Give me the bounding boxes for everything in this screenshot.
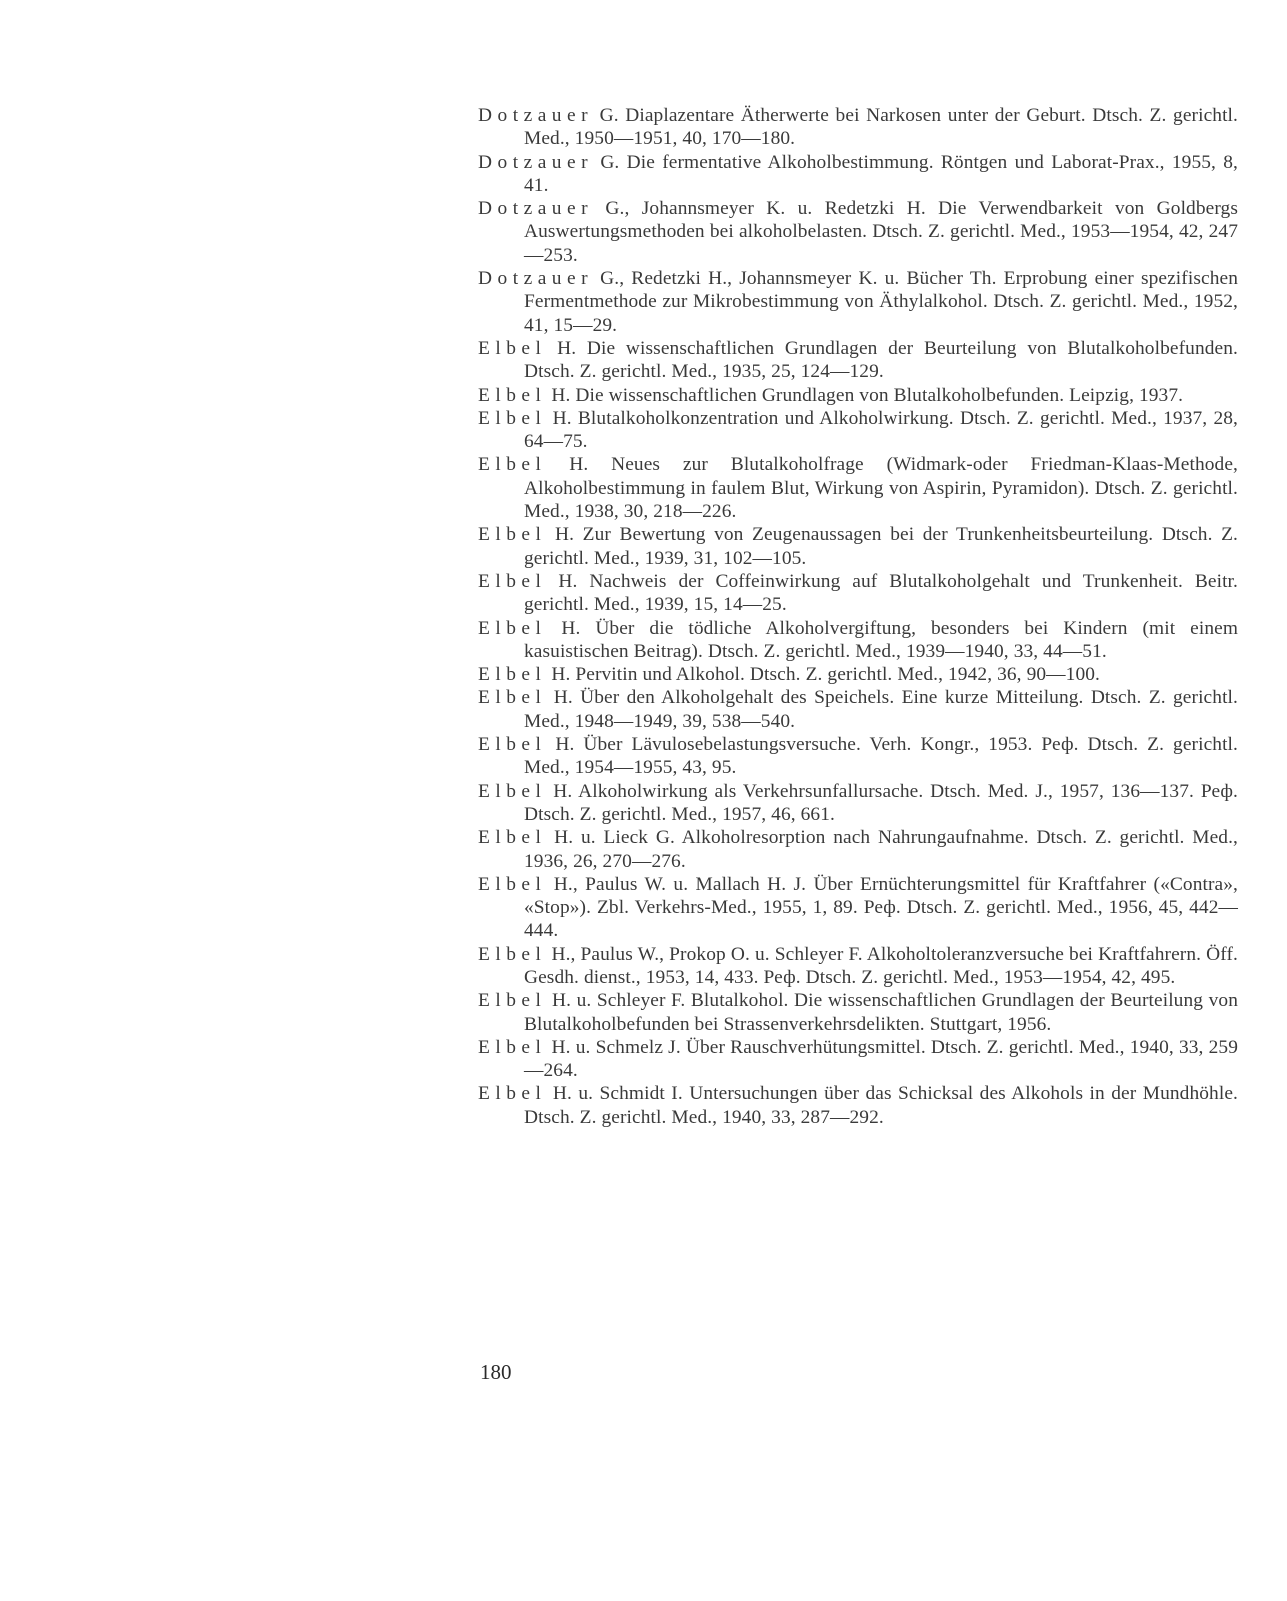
reference-text: H. Über die tödliche Alkoholvergiftung, besonders bei Kindern (mit einem kasuistischen Beitrag). Dtsch. Z. gerichtl. Med., 1939—1940, 33, 44—51.	[524, 617, 1238, 662]
reference-entry	[478, 943, 1238, 990]
reference-text: G., Johannsmeyer K. u. Redetzki H. Die Verwendbarkeit von Goldbergs Auswertungsmethoden bei alkoholbelasten. Dtsch. Z. gerichtl. Med., 1953—1954, 42, 247—253.	[524, 198, 1238, 266]
reference-author: Elbel	[478, 827, 547, 849]
reference-entry	[478, 384, 1238, 407]
reference-text: H. Nachweis der Coffeinwirkung auf Blutalkoholgehalt und Trunkenheit. Beitr. gerichtl. Med., 1939, 15, 14—25.	[524, 570, 1238, 616]
page-number: 180	[480, 1360, 512, 1384]
reference-author: Elbel	[478, 454, 547, 476]
reference-entry	[478, 1036, 1238, 1083]
reference-entry	[478, 337, 1238, 384]
reference-text: H. Die wissenschaftlichen Grundlagen der Beurteilung von Blutalkoholbefunden. Dtsch. Z. gerichtl. Med., 1935, 25, 124—129.	[524, 337, 1238, 383]
reference-entry	[478, 523, 1238, 570]
reference-entry	[478, 104, 1238, 151]
reference-author: Elbel	[478, 570, 547, 592]
reference-text: H., Paulus W. u. Mallach H. J. Über Ernüchterungsmittel für Kraftfahrer («Contra», «Stop»). Zbl. Verkehrs-Med., 1955, 1, 89. Реф. Dtsch. Z. gerichtl. Med., 1956, 45, 442—444.	[524, 873, 1238, 942]
reference-text: H. u. Schleyer F. Blutalkohol. Die wissenschaftlichen Grundlagen der Beurteilung von Blutalkoholbefunden bei Strassenverkehrsdelikten. Stuttgart, 1956.	[524, 990, 1238, 1035]
reference-author: Dotzauer	[478, 268, 594, 290]
reference-entry	[478, 570, 1238, 617]
reference-author: Elbel	[478, 1083, 547, 1105]
reference-text: H. Pervitin und Alkohol. Dtsch. Z. gerichtl. Med., 1942, 36, 90—100.	[546, 664, 1100, 686]
reference-author: Dotzauer	[478, 151, 594, 173]
reference-entry	[478, 826, 1238, 873]
reference-text: G. Die fermentative Alkoholbestimmung. Röntgen und Laborat-Prax., 1955, 8, 41.	[524, 151, 1238, 196]
reference-entry	[478, 407, 1238, 454]
reference-text: H. u. Lieck G. Alkoholresorption nach Nahrungaufnahme. Dtsch. Z. gerichtl. Med., 1936, 26, 270—276.	[524, 827, 1238, 872]
reference-author: Elbel	[478, 524, 547, 546]
reference-entry	[478, 780, 1238, 827]
reference-entry	[478, 686, 1238, 733]
reference-entry	[478, 1082, 1238, 1129]
reference-text: H. Blutalkoholkonzentration und Alkoholwirkung. Dtsch. Z. gerichtl. Med., 1937, 28, 64—75.	[524, 407, 1238, 453]
reference-author: Elbel	[478, 687, 547, 709]
reference-text: H. Die wissenschaftlichen Grundlagen von Blutalkoholbefunden. Leipzig, 1937.	[546, 384, 1184, 406]
reference-author: Elbel	[478, 664, 547, 686]
reference-text: G., Redetzki H., Johannsmeyer K. u. Bücher Th. Erprobung einer spezifischen Fermentmethode zur Mikrobestimmung von Äthylalkohol. Dtsch. Z. gerichtl. Med., 1952, 41, 15—29.	[524, 268, 1238, 336]
reference-author: Elbel	[478, 734, 547, 756]
reference-author: Dotzauer	[478, 105, 594, 126]
reference-entry	[478, 197, 1238, 267]
reference-text: G. Diaplazentare Ätherwerte bei Narkosen unter der Geburt. Dtsch. Z. gerichtl. Med., 1950—1951, 40, 170—180.	[524, 105, 1238, 150]
reference-text: H. u. Schmidt I. Untersuchungen über das Schicksal des Alkohols in der Mundhöhle. Dtsch. Z. gerichtl. Med., 1940, 33, 287—292.	[524, 1083, 1238, 1128]
reference-text: H. Über Lävulosebelastungsversuche. Verh. Kongr., 1953. Реф. Dtsch. Z. gerichtl. Med., 1954—1955, 43, 95.	[524, 734, 1238, 779]
reference-entry	[478, 151, 1238, 198]
reference-text: H. Alkoholwirkung als Verkehrsunfallursache. Dtsch. Med. J., 1957, 136—137. Реф. Dtsch. Z. gerichtl. Med., 1957, 46, 661.	[524, 780, 1238, 825]
reference-text: H., Paulus W., Prokop O. u. Schleyer F. Alkoholtoleranzversuche bei Kraftfahrern. Öff. Gesdh. dienst., 1953, 14, 433. Реф. Dtsch. Z. gerichtl. Med., 1953—1954, 42, 495.	[524, 943, 1238, 988]
reference-text: H. Über den Alkoholgehalt des Speichels. Eine kurze Mitteilung. Dtsch. Z. gerichtl. Med., 1948—1949, 39, 538—540.	[524, 687, 1238, 732]
reference-entry	[478, 453, 1238, 523]
reference-author: Elbel	[478, 873, 547, 895]
reference-entry	[478, 989, 1238, 1036]
reference-text: H. Zur Bewertung von Zeugenaussagen bei der Trunkenheitsbeurteilung. Dtsch. Z. gerichtl. Med., 1939, 31, 102—105.	[524, 524, 1238, 569]
reference-entry	[478, 733, 1238, 780]
reference-entry	[478, 873, 1238, 943]
reference-text: H. Neues zur Blutalkoholfrage (Widmark-oder Friedman-Klaas-Methode, Alkoholbestimmung in faulem Blut, Wirkung von Aspirin, Pyramidon). Dtsch. Z. gerichtl. Med., 1938, 30, 218—226.	[524, 454, 1238, 523]
reference-text: H. u. Schmelz J. Über Rauschverhütungsmittel. Dtsch. Z. gerichtl. Med., 1940, 33, 259—264.	[524, 1036, 1238, 1082]
reference-author: Elbel	[478, 337, 547, 359]
reference-author: Elbel	[478, 384, 547, 406]
reference-author: Dotzauer	[478, 198, 594, 220]
reference-author: Elbel	[478, 943, 547, 965]
reference-author: Elbel	[478, 1036, 547, 1058]
reference-entry	[478, 617, 1238, 664]
reference-author: Elbel	[478, 990, 547, 1012]
reference-author: Elbel	[478, 780, 547, 802]
reference-entry	[478, 663, 1238, 686]
reference-author: Elbel	[478, 407, 547, 429]
bibliography-list	[478, 104, 1238, 1129]
reference-author: Elbel	[478, 617, 547, 639]
reference-entry	[478, 267, 1238, 337]
